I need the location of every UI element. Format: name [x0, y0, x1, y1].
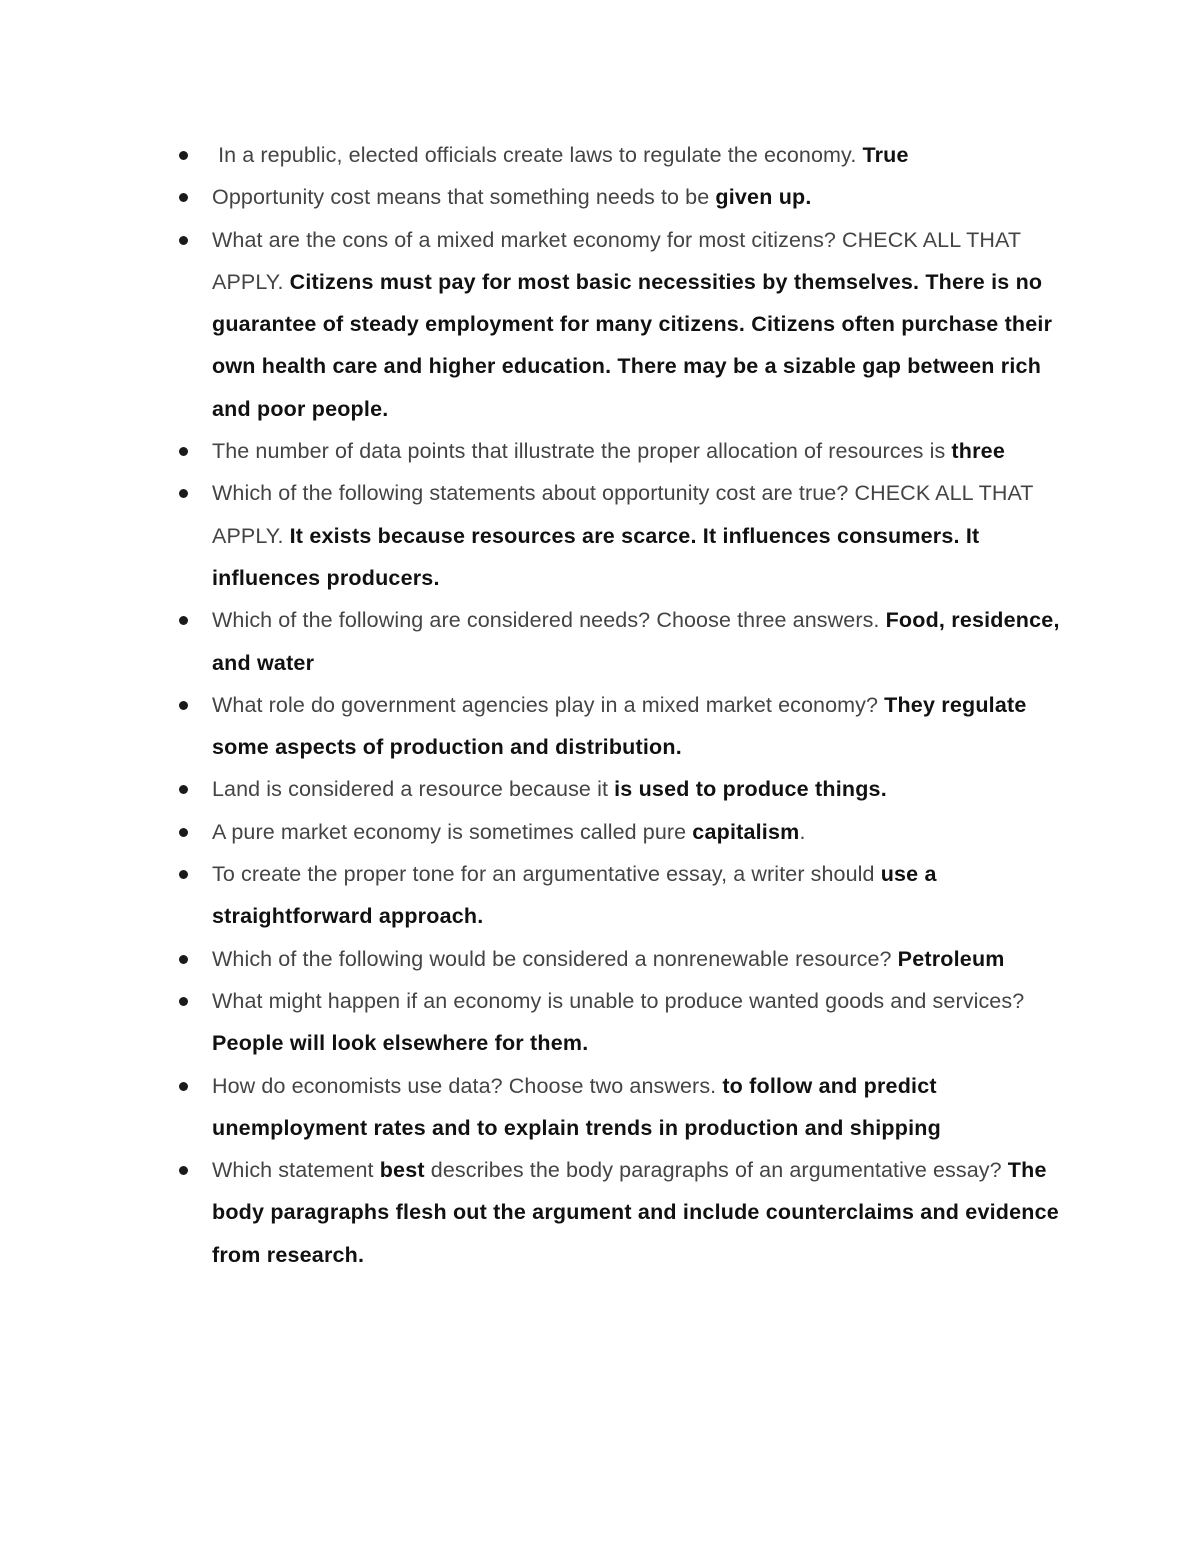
- list-item: [176, 472, 1068, 599]
- answer-text: best: [379, 1158, 425, 1183]
- question-text: Which of the following are considered needs? Choose three answers.: [212, 608, 886, 633]
- bullet-icon: [179, 701, 188, 710]
- question-text: Land is considered a resource because it: [212, 777, 615, 802]
- bullet-icon: [179, 997, 188, 1006]
- bullet-icon: [179, 870, 188, 879]
- bullet-icon: [179, 828, 188, 837]
- list-item: [176, 430, 1068, 472]
- answer-text: to follow and predict unemployment rates and to explain trends in production and shipping: [212, 1073, 941, 1140]
- list-item: [176, 1065, 1068, 1150]
- question-text: .: [799, 819, 806, 844]
- list-item: [176, 980, 1068, 1065]
- question-text: What are the cons of a mixed market economy for most citizens? CHECK ALL THAT APPLY.: [212, 227, 1021, 294]
- bullet-icon: [179, 151, 188, 160]
- bullet-icon: [179, 1166, 188, 1175]
- answer-text: Petroleum: [897, 946, 1005, 971]
- answer-text: given up.: [715, 185, 812, 210]
- list-item: [176, 853, 1068, 938]
- question-text: The number of data points that illustrate the proper allocation of resources is: [212, 439, 952, 464]
- list-item: [176, 134, 1068, 176]
- answer-text: capitalism: [692, 819, 800, 844]
- question-text: Which of the following would be considered a nonrenewable resource?: [212, 946, 898, 971]
- answer-text: Citizens must pay for most basic necessities by themselves. There is no guarantee of steady employment for many citizens. Citizens often purchase their own health care and higher education. There may be a sizable gap between rich and poor people.: [212, 269, 1053, 421]
- question-text: Which statement: [212, 1158, 380, 1183]
- answer-text: They regulate some aspects of production and distribution.: [212, 692, 1027, 760]
- bullet-icon: [179, 489, 188, 498]
- bullet-icon: [179, 785, 188, 794]
- bullet-icon: [179, 236, 188, 245]
- question-text: A pure market economy is sometimes called pure: [212, 819, 693, 844]
- question-text: describes the body paragraphs of an argumentative essay?: [424, 1158, 1008, 1183]
- answer-text: People will look elsewhere for them.: [212, 1031, 589, 1056]
- question-text: Which of the following statements about opportunity cost are true? CHECK ALL THAT APPLY.: [212, 481, 1034, 548]
- question-text: How do economists use data? Choose two answers.: [212, 1073, 723, 1098]
- answer-text: Food, residence, and water: [212, 608, 1060, 675]
- list-item: [176, 176, 1068, 218]
- list-item: [176, 219, 1068, 430]
- answer-text: three: [951, 439, 1005, 464]
- bullet-icon: [179, 955, 188, 964]
- answer-text: use a straightforward approach.: [212, 862, 937, 929]
- question-text: What role do government agencies play in a mixed market economy?: [212, 692, 885, 717]
- bullet-icon: [179, 1082, 188, 1091]
- answer-text: It exists because resources are scarce. It influences consumers. It influences producers.: [212, 523, 980, 590]
- bullet-icon: [179, 193, 188, 202]
- list-item: [176, 684, 1068, 769]
- bullet-icon: [179, 447, 188, 456]
- list-item: [176, 938, 1068, 980]
- list-item: [176, 599, 1068, 684]
- list-item: [176, 768, 1068, 810]
- question-text: In a republic, elected officials create laws to regulate the economy.: [212, 143, 863, 167]
- list-item: [176, 1149, 1068, 1276]
- answer-text: True: [862, 143, 909, 167]
- question-answer-list: [176, 134, 1068, 1276]
- bullet-icon: [179, 616, 188, 625]
- question-text: Opportunity cost means that something needs to be: [212, 185, 716, 210]
- question-text: What might happen if an economy is unable to produce wanted goods and services?: [212, 988, 1025, 1013]
- answer-text: is used to produce things.: [614, 777, 887, 802]
- question-text: To create the proper tone for an argumentative essay, a writer should: [212, 862, 881, 887]
- answer-text: The body paragraphs flesh out the argument and include counterclaims and evidence from research.: [212, 1158, 1059, 1267]
- list-item: [176, 811, 1068, 853]
